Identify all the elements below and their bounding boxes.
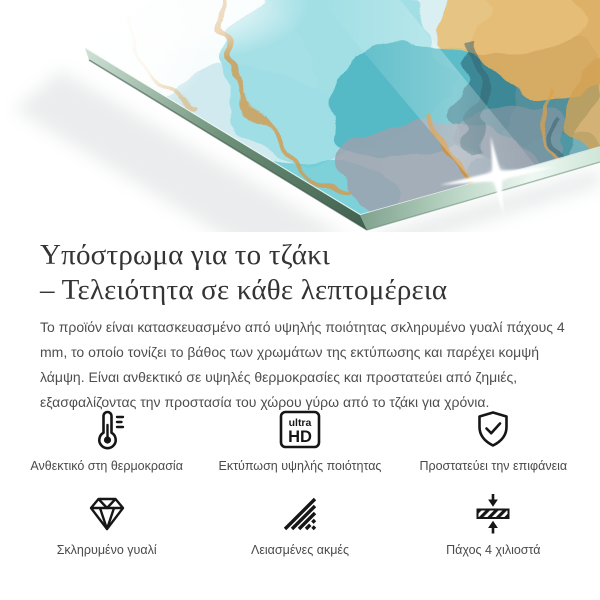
feature-polished-edges (203, 491, 396, 557)
product-hero-image (0, 0, 600, 232)
page-title-line2: – Τελειότητα σε κάθε λεπτομέρεια (40, 274, 448, 306)
feature-thickness (397, 491, 590, 557)
diamond-icon (85, 491, 129, 535)
feature-label: Πάχος 4 χιλιοστά (446, 543, 541, 557)
product-description-text: Το προϊόν είναι κατασκευασμένο από υψηλής ποιότητας σκληρυμένο γυαλί πάχους 4 mm, το οποίο τονίζει το βάθος των χρωμάτων της εκτύπωσης και παρέχει κομψή λάμψη. Είναι ανθεκτικό σε υψηλές θερμοκρασίες και προστατεύει από ζημιές, εξασφαλίζοντας την προστασία του χώρου γύρω από το τζάκι για χρόνια. (40, 319, 565, 410)
feature-label: Σκληρυμένο γυαλί (56, 543, 157, 557)
feature-label: Ανθεκτικό στη θερμοκρασία (30, 459, 183, 473)
thickness-icon (471, 491, 515, 535)
page-title (40, 238, 560, 308)
polished-edges-icon (278, 491, 322, 535)
ultra-hd-icon (277, 407, 323, 451)
feature-surface-protection (397, 407, 590, 473)
ultra-hd-text-top: ultra (288, 417, 312, 429)
thermometer-icon (85, 407, 129, 451)
shield-check-icon (471, 407, 515, 451)
feature-label: Προστατεύει την επιφάνεια (419, 459, 568, 473)
feature-label: Εκτύπωση υψηλής ποιότητας (218, 459, 382, 473)
page-title-line1: Υπόστρωμα για το τζάκι (40, 239, 331, 271)
feature-label: Λειασμένες ακμές (250, 543, 349, 557)
feature-grid (10, 407, 590, 557)
ultra-hd-text-bottom: HD (288, 428, 312, 446)
feature-heat-resistant (10, 407, 203, 473)
product-description-section (0, 238, 600, 415)
feature-ultra-hd (203, 407, 396, 473)
feature-tempered-glass (10, 491, 203, 557)
